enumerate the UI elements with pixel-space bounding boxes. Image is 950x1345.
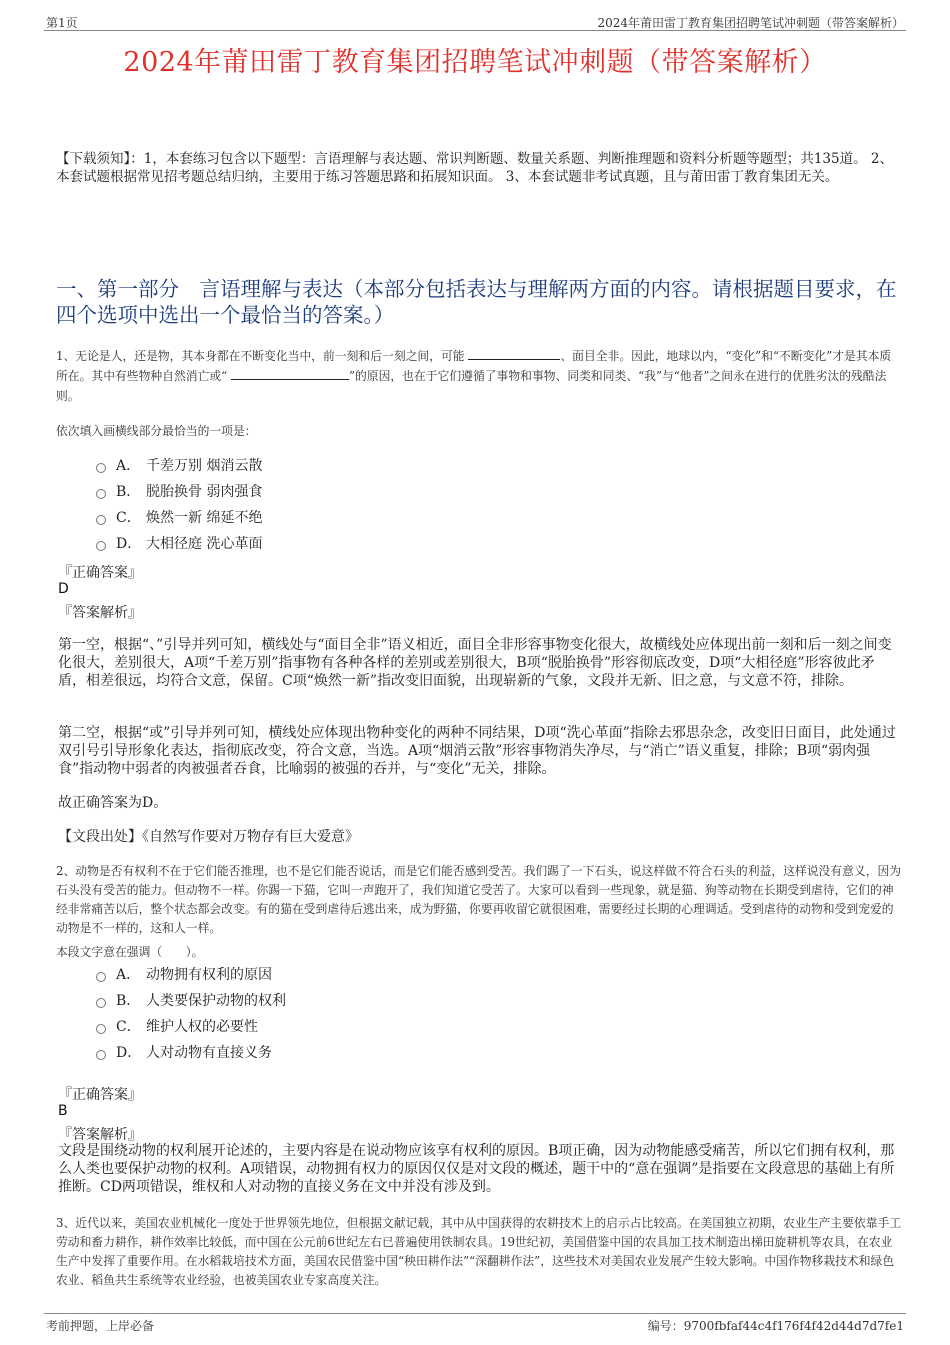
q1-analysis-paragraph-2: 第二空，根据“或”引导并列可知，横线处应体现出物种变化的两种不同结果，D项“洗心革面”指除去邪思杂念，改变旧日面目，此处通过双引号引导形象化表达，指彻底改变，符合文意，当选。A项“烟消云散”形容事物消失净尽，与“消亡”语义重复，排除；B项“弱肉强食”指动物中弱者的肉被强者吞食，比喻弱的被强的吞并，与“变化”无关，排除。: [58, 725, 896, 777]
q1-option-c[interactable]: C． 焕然一新 绵延不绝: [96, 505, 262, 531]
question-1-prompt: 依次填入画横线部分最恰当的一项是：: [56, 424, 257, 438]
question-1-stem: [56, 346, 902, 406]
fill-blank-1: [468, 347, 560, 360]
q1-source: 【文段出处】《自然写作要对万物存有巨大爱意》: [58, 829, 359, 845]
page-header: [44, 12, 906, 31]
radio-icon[interactable]: [96, 463, 106, 473]
q1-analysis-paragraph-1: 第一空，根据“、”引导并列可知，横线处与“面目全非”语义相近，面目全非形容事物变化很大，故横线处应体现出前一刻和后一刻之间变化很大，差别很大，A项“千差万别”指事物有各种各样的差别或差别很大，B项“脱胎换骨”形容彻底改变，D项“大相径庭”形容彼此矛盾，相差很远，均符合文意，保留。C项“焕然一新”指改变旧面貌，出现崭新的气象，文段并无新、旧之意，与文意不符，排除。: [58, 637, 892, 689]
question-2-prompt: 本段文字意在强调（ ）。: [56, 945, 204, 959]
question-2-stem: 2、动物是否有权利不在于它们能否推理，也不是它们能否说话，而是它们能否感到受苦。我们踢了一下石头，说这样做不符合石头的利益，这样说没有意义，因为石头没有受苦的能力。但动物不一样。你踢一下猫，它叫一声跑开了，我们知道它受苦了。大家可以看到一些现象，就是猫、狗等动物在长期受到虐待，它们的神经非常痛苦以后，整个状态都会改变。有的猫在受到虐待后逃出来，成为野猫，你要再收留它就很困难，需要经过长期的心理调适。受到虐待的动物和受到宠爱的动物是不一样的，这和人一样。: [56, 864, 902, 935]
q2-option-b[interactable]: B． 人类要保护动物的权利: [96, 988, 286, 1014]
radio-icon[interactable]: [96, 1024, 106, 1034]
radio-icon[interactable]: [96, 515, 106, 525]
fill-blank-2: [231, 367, 349, 380]
q2-answer: B: [58, 1103, 68, 1119]
q1-stem-part-b: 、面目全非。因此，地球以内，“变化”和“不断变化”才是其本质所在。其中有些物种自然消亡或“: [56, 349, 892, 383]
q1-stem-part-a: 1、无论是人，还是物，其本身都在不断变化当中，前一刻和后一刻之间，可能: [56, 349, 465, 363]
q2-option-c[interactable]: C． 维护人权的必要性: [96, 1014, 286, 1040]
footer-doc-id: 编号：9700fbfaf44c4f176f4f42d44d7d7fe1: [647, 1319, 904, 1333]
radio-icon[interactable]: [96, 972, 106, 982]
q1-option-b[interactable]: B． 脱胎换骨 弱肉强食: [96, 479, 262, 505]
q1-option-d[interactable]: D． 大相径庭 洗心革面: [96, 531, 262, 557]
q1-stem-part-c: ”的原因，也在于它们遵循了事物和事物、同类和同类、“我”与“他者”之间永在进行的优胜劣汰的残酷法则。: [56, 369, 887, 403]
footer-slogan: 考前押题，上岸必备: [46, 1319, 155, 1333]
radio-icon[interactable]: [96, 489, 106, 499]
radio-icon[interactable]: [96, 541, 106, 551]
section-title: 一、第一部分 言语理解与表达（本部分包括表达与理解两方面的内容。请根据题目要求，在四个选项中选出一个最恰当的答案。）: [56, 277, 897, 327]
header-doc-title: 2024年莆田雷丁教育集团招聘笔试冲刺题（带答案解析）: [597, 16, 904, 30]
q2-option-d[interactable]: D． 人对动物有直接义务: [96, 1040, 286, 1066]
q1-answer-label: 『正确答案』: [58, 565, 142, 581]
document-title: 2024年莆田雷丁教育集团招聘笔试冲刺题（带答案解析）: [123, 47, 827, 78]
page-number: 第1页: [46, 16, 78, 30]
q1-analysis-conclusion: 故正确答案为D。: [58, 795, 168, 811]
q2-option-a[interactable]: A． 动物拥有权利的原因: [96, 962, 286, 988]
question-1-options: [96, 453, 262, 557]
question-3-stem: 3、近代以来，美国农业机械化一度处于世界领先地位，但根据文献记载，其中从中国获得的农耕技术上的启示占比较高。在美国独立初期，农业生产主要依靠手工劳动和畜力耕作，耕作效率比较低，而中国在公元前6世纪左右已普遍使用铁制农具。19世纪初，美国借鉴中国的农具加工技术制造出梯田旋耕机等农具，在农业生产中发挥了重要作用。在水稻栽培技术方面，美国农民借鉴中国“秧田耕作法”“深翻耕作法”，这些技术对美国农业发展产生较大影响。中国作物移栽技术和绿色农业、稻鱼共生系统等农业经验，也被美国农业专家高度关注。: [56, 1216, 902, 1287]
q2-analysis: 文段是围绕动物的权利展开论述的，主要内容是在说动物应该享有权利的原因。B项正确，因为动物能感受痛苦，所以它们拥有权利，那么人类也要保护动物的权利。A项错误，动物拥有权力的原因仅仅是对文段的概述，题干中的“意在强调”是指要在文段意思的基础上有所推断。CD两项错误，维权和人对动物的直接义务在文中并没有涉及到。: [58, 1143, 895, 1195]
page-footer: [44, 1313, 906, 1334]
q2-answer-label: 『正确答案』: [58, 1087, 142, 1103]
q1-answer: D: [58, 581, 69, 597]
radio-icon[interactable]: [96, 998, 106, 1008]
download-notice: 【下载须知】：1，本套练习包含以下题型：言语理解与表达题、常识判断题、数量关系题、判断推理题和资料分析题等题型；共135道。 2、本套试题根据常见招考题总结归纳，主要用于练习答题思路和拓展知识面。 3、本套试题非考试真题，且与莆田雷丁教育集团无关。: [56, 151, 893, 185]
radio-icon[interactable]: [96, 1050, 106, 1060]
question-2-options: [96, 962, 286, 1066]
q1-option-a[interactable]: A． 千差万别 烟消云散: [96, 453, 262, 479]
q2-analysis-label: 『答案解析』: [58, 1127, 142, 1143]
q1-analysis-label: 『答案解析』: [58, 605, 142, 621]
